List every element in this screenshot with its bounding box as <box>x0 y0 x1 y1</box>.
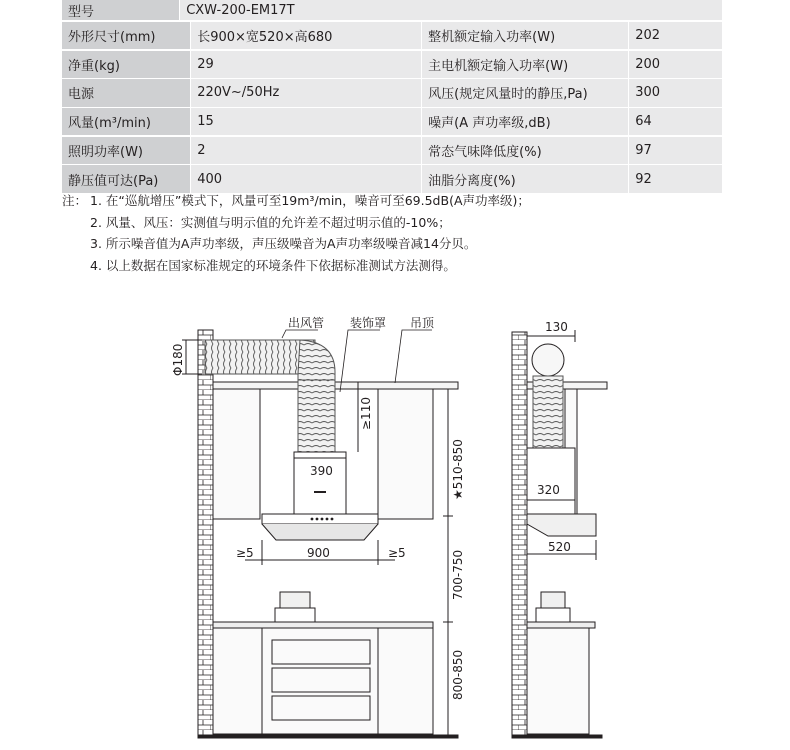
model-label: 型号 <box>62 0 179 20</box>
spec-label: 油脂分离度(%) <box>422 165 628 192</box>
spec-value: 300 <box>629 79 722 106</box>
table-row <box>62 22 722 49</box>
range-hood <box>262 514 378 524</box>
note-item <box>62 255 530 277</box>
label-range-height: ★510-850 <box>451 439 465 500</box>
table-row <box>62 108 722 135</box>
label-cover-width: 390 <box>310 464 333 478</box>
front-view <box>182 330 458 738</box>
note-text: 3. 所示噪音值为A声功率级，声压级噪音为A声功率级噪音减14分贝。 <box>90 236 477 251</box>
spec-label: 照明功率(W) <box>62 137 190 164</box>
spec-label: 常态气味降低度(%) <box>422 137 628 164</box>
side-floor <box>512 735 602 738</box>
spec-label: 静压值可达(Pa) <box>62 165 190 192</box>
note-item <box>62 233 530 255</box>
spec-label: 净重(kg) <box>62 51 190 78</box>
spec-label: 主电机额定输入功率(W) <box>422 51 628 78</box>
spec-value: 92 <box>629 165 722 192</box>
label-gap-top: ≥110 <box>359 397 373 430</box>
table-row <box>62 51 722 78</box>
front-wall <box>198 330 213 735</box>
note-item <box>62 212 530 234</box>
note-text: 4. 以上数据在国家标准规定的环境条件下依据标准测试方法测得。 <box>90 257 456 273</box>
spec-value: 64 <box>629 108 722 135</box>
notes-prefix: 注： <box>62 193 88 208</box>
spec-label: 风量(m³/min) <box>62 108 190 135</box>
spec-label: 电源 <box>62 79 190 106</box>
table-row-model <box>62 0 722 20</box>
side-duct-end <box>532 344 564 376</box>
label-cover: 装饰罩 <box>350 316 387 330</box>
decorative-cover <box>294 452 346 514</box>
right-cabinet <box>378 389 433 519</box>
stove-pot <box>280 592 310 610</box>
front-floor <box>198 735 458 738</box>
table-row <box>62 165 722 192</box>
side-view <box>512 330 607 738</box>
label-side-top: 130 <box>545 320 568 334</box>
label-duct-diameter: Φ180 <box>171 343 185 376</box>
spec-value: 400 <box>191 165 420 192</box>
label-side-hood: 520 <box>548 540 571 554</box>
spec-value: 长900×宽520×高680 <box>191 22 420 49</box>
spec-value: 2 <box>191 137 420 164</box>
countertop <box>213 622 433 628</box>
spec-value: 202 <box>629 22 722 49</box>
side-cover <box>527 448 575 514</box>
label-counter-height: 800-850 <box>451 649 465 700</box>
label-gap-right: ≥5 <box>388 546 406 560</box>
spec-value: 15 <box>191 108 420 135</box>
spec-value: 200 <box>629 51 722 78</box>
installation-diagram <box>0 300 790 750</box>
side-countertop <box>527 622 595 628</box>
left-cabinet <box>213 389 260 519</box>
note-text: 1. 在“巡航增压”模式下，风量可至19m³/min，噪音可至69.5dB(A声功率级)； <box>90 193 530 208</box>
exhaust-duct-vertical <box>298 380 335 452</box>
spec-label: 风压(规定风量时的静压,Pa) <box>422 79 628 106</box>
spec-value: 29 <box>191 51 420 78</box>
table-row <box>62 79 722 106</box>
table-row <box>62 137 722 164</box>
notes <box>62 190 530 276</box>
side-stove <box>536 608 570 622</box>
stove <box>275 608 315 622</box>
side-duct-vertical <box>533 376 563 448</box>
note-item <box>62 190 530 212</box>
side-hood <box>527 514 596 536</box>
side-wall <box>512 332 527 735</box>
spec-value: 220V~/50Hz <box>191 79 420 106</box>
spec-table <box>62 0 722 194</box>
spec-value: 97 <box>629 137 722 164</box>
label-side-cover: 320 <box>537 483 560 497</box>
label-gap-left: ≥5 <box>236 546 254 560</box>
label-ceiling: 吊顶 <box>410 316 435 330</box>
model-value: CXW-200-EM17T <box>180 0 722 20</box>
side-pot <box>541 592 565 610</box>
spec-label: 外形尺寸(mm) <box>62 22 190 49</box>
label-duct: 出风管 <box>288 316 325 330</box>
side-cabinet-base <box>527 628 589 734</box>
spec-label: 整机额定输入功率(W) <box>422 22 628 49</box>
label-hood-width: 900 <box>307 546 330 560</box>
cabinet-base <box>213 628 433 734</box>
note-text: 2. 风量、风压：实测值与明示值的允许差不超过明示值的-10%； <box>90 214 451 230</box>
label-counter-gap: 700-750 <box>451 549 465 600</box>
spec-label: 噪声(A 声功率级,dB) <box>422 108 628 135</box>
